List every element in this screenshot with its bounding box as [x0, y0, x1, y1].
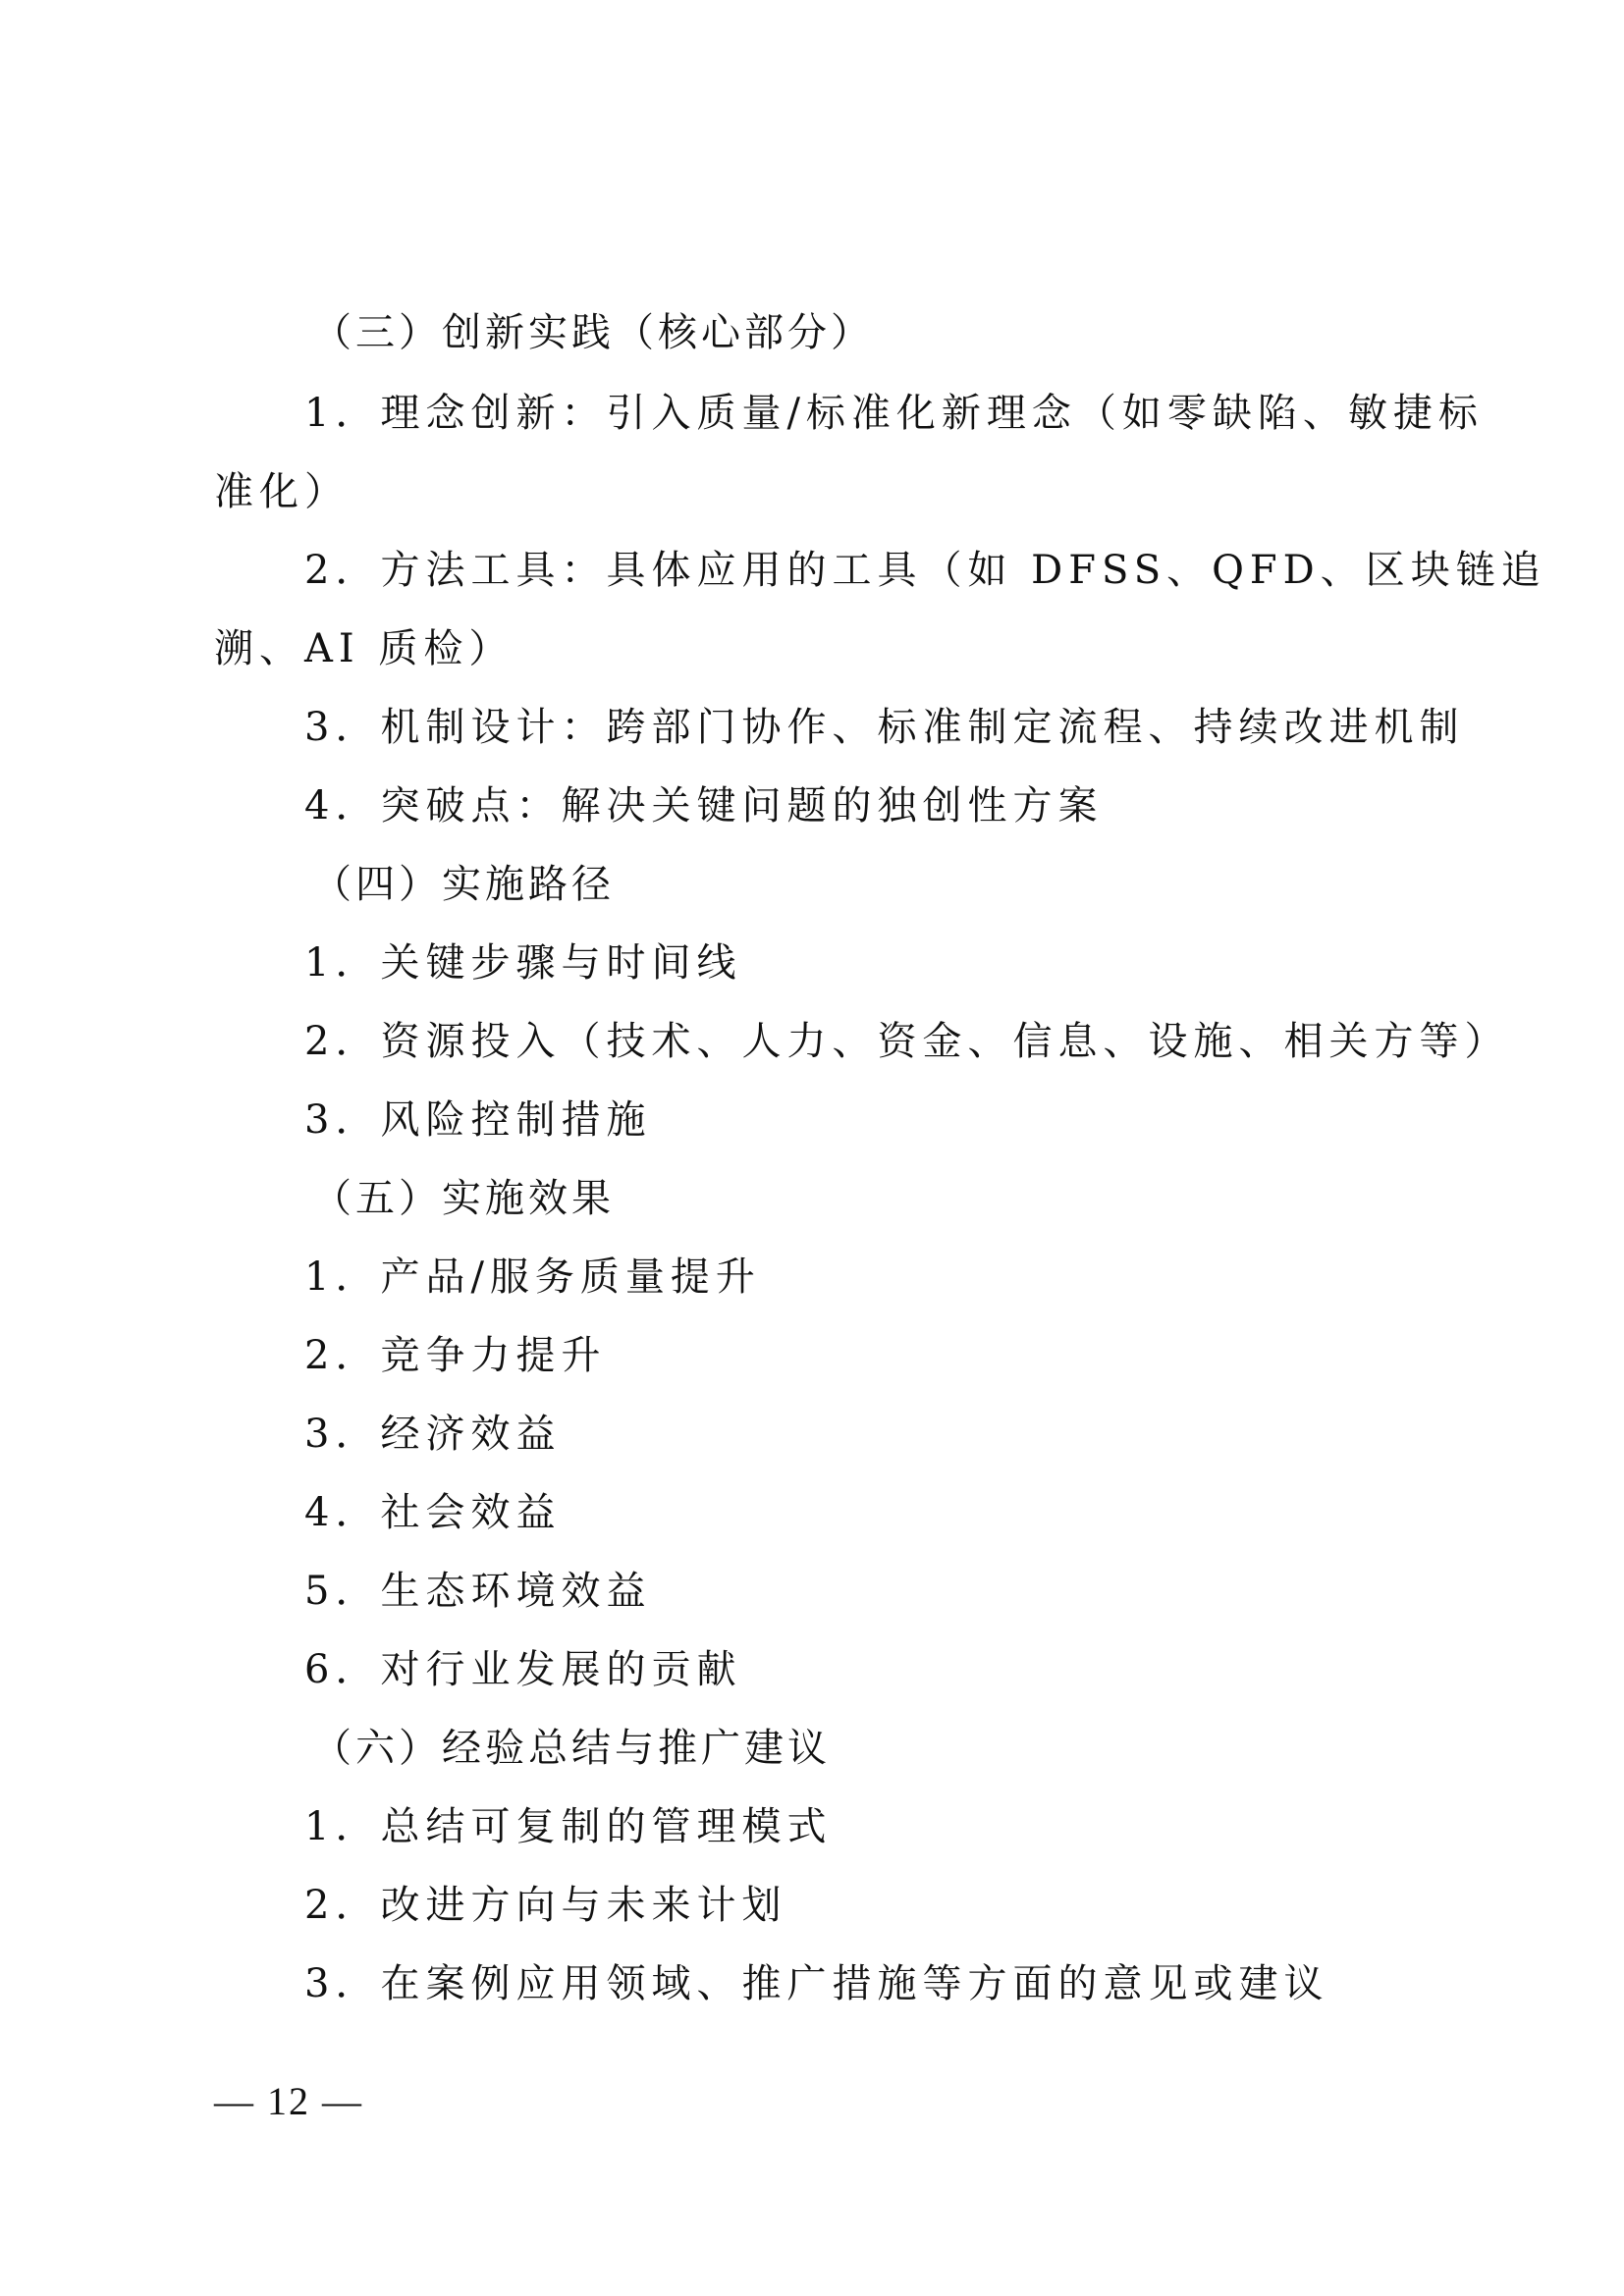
list-item: 4．突破点：解决关键问题的独创性方案 — [304, 783, 1104, 828]
section-heading-3: （三）创新实践（核心部分） — [312, 310, 874, 355]
list-item: 2．方法工具：具体应用的工具（如 DFSS、QFD、区块链追 — [304, 548, 1546, 593]
page-number: — 12 — — [214, 2079, 363, 2123]
list-item: 2．竞争力提升 — [304, 1333, 607, 1378]
list-item: 1．理念创新：引入质量/标准化新理念（如零缺陷、敏捷标 — [304, 391, 1484, 436]
list-item: 1．产品/服务质量提升 — [304, 1255, 761, 1300]
list-item: 2．改进方向与未来计划 — [304, 1883, 787, 1928]
section-heading-5: （五）实施效果 — [312, 1176, 615, 1221]
list-item: 3．风险控制措施 — [304, 1097, 652, 1143]
list-item: 6．对行业发展的贡献 — [304, 1647, 742, 1692]
list-item-continuation: 准化） — [214, 469, 350, 514]
list-item: 3．经济效益 — [304, 1412, 562, 1457]
list-item: 3．在案例应用领域、推广措施等方面的意见或建议 — [304, 1961, 1329, 2006]
list-item: 1．总结可复制的管理模式 — [304, 1804, 833, 1849]
list-item-continuation: 溯、AI 质检） — [214, 626, 514, 671]
section-heading-4: （四）实施路径 — [312, 862, 615, 907]
list-item: 2．资源投入（技术、人力、资金、信息、设施、相关方等） — [304, 1019, 1510, 1064]
list-item: 1．关键步骤与时间线 — [304, 940, 742, 986]
list-item: 5．生态环境效益 — [304, 1569, 652, 1614]
list-item: 3．机制设计：跨部门协作、标准制定流程、持续改进机制 — [304, 705, 1465, 750]
list-item: 4．社会效益 — [304, 1490, 562, 1535]
section-heading-6: （六）经验总结与推广建议 — [312, 1726, 831, 1771]
